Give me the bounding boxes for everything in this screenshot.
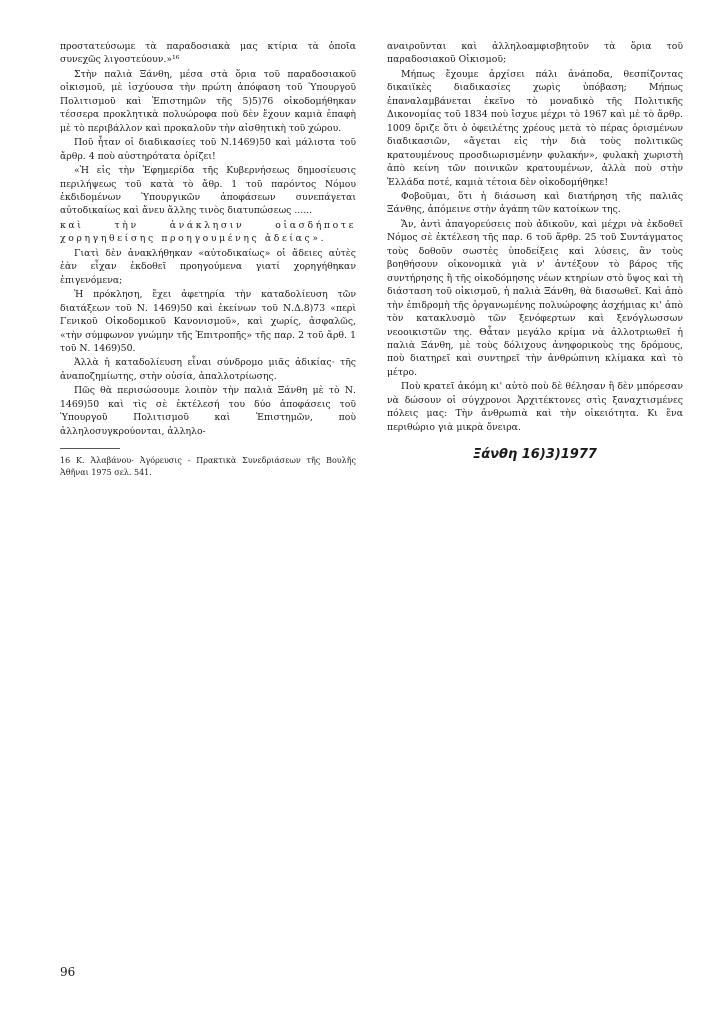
left-column [60, 40, 356, 479]
paragraph: Μήπως ἔχουμε ἀρχίσει πάλι ἀνάποδα, θεσπίζοντας δικαιϊκὲς διαδικασίες χωρὶς ὑπόβαση; Μήπως ἐπαναλαμβάνεται ἐκεῖνο τὸ μοναδικὸ τῆς Πολιτικῆς Δικονομίας τοῦ 1834 ποὺ ἴσχυε μέχρι τὸ 1967 καὶ μὲ τὸ ἄρθρ. 1009 ὅριζε ὅτι ὁ ὀφειλέτης χρέους μετὰ τὸ πέρας ὁρισμένων διαδικασιῶν, «ἄγεται εἰς τὴν διὰ τοὺς πολιτικῶς κρατουμένους προσδιωρισμένην φυλακήν», φυλακὴ χωριστὴ ἀπὸ κείνη τῶν ποινικῶν κρατουμένων, ἀλλὰ ποὺ στὴν Ἑλλάδα ποτέ, καμιὰ τέτοια δὲν οἰκοδομήθηκε! [387, 68, 683, 188]
paragraph: Πῶς θὰ περισώσουμε λοιπὸν τὴν παλιὰ Ξάνθη μὲ τὸ Ν. 1469)50 καὶ τὶς σὲ ἐκτέλεσή του δύο ἀποφάσεις τοῦ Ὑπουργοῦ Πολιτισμοῦ καὶ Ἐπιστημῶν, ποὺ ἀλληλοσυγκρούονται, ἀλληλο- [60, 385, 356, 437]
page-number: 96 [60, 965, 76, 979]
paragraph: Στὴν παλιὰ Ξάνθη, μέσα στὰ ὅρια τοῦ παραδοσιακοῦ οἰκισμοῦ, μὲ ἰσχύουσα τὴν πρώτη ἀπόφαση τοῦ Ὑπουργοῦ Πολιτισμοῦ καὶ Ἐπιστημῶν τῆς 5)5)76 οἰκοδομήθηκαν τέσσερα προκλητικὰ πολυώροφα ποὺ δὲν ἔχουν καμιὰ ἐπαφὴ μὲ τὸ περιβάλλον καὶ προκαλοῦν τὴν αἰσθητικὴ τοῦ χώρου. [60, 68, 356, 134]
paragraph: Ποῦ ἦταν οἱ διαδικασίες τοῦ Ν.1469)50 καὶ μάλιστα τοῦ ἄρθρ. 4 ποὺ αὐστηρότατα ὁρίζει! [60, 137, 356, 162]
paragraph: Ἡ πρόκληση, ἔχει ἀφετηρία τὴν καταδολίευση τῶν διατάξεων τοῦ Ν. 1469)50 καὶ ἐκείνων τοῦ Ν.Δ.8)73 «περὶ Γενικοῦ Οἰκοδομικοῦ Κανονισμοῦ», καὶ χωρίς, ἀσφαλῶς, «τὴν σύμφωνον γνώμην τῆς Ἐπιτροπῆς» τῆς παρ. 2 τοῦ ἄρθ. 1 τοῦ Ν. 1469)50. [60, 289, 356, 354]
right-column [387, 40, 683, 462]
paragraph: Ἄν, ἀντὶ ἀπαγορεύσεις ποὺ ἀδικοῦν, καὶ μέχρι νὰ ἐκδοθεῖ Νόμος σὲ ἐκτέλεση τῆς παρ. 6 τοῦ ἄρθρ. 25 τοῦ Συντάγματος τοὺς δοθοῦν σωστὲς ὑποδείξεις καὶ λύσεις, ἂν τοὺς βοηθήσουν οἰκονομικὰ γιὰ ν' ἀντέξουν τὸ βάρος τῆς συντήρησης ἢ τῆς οἰκοδόμησης νέων κτηρίων στὸ ὕψος καὶ τὴ διάσταση τοῦ οἰκισμοῦ, ἡ παλιὰ Ξάνθη, θὰ διασωθεῖ. Καὶ ἀπὸ τὴν ἐπιδρομὴ τῆς ὀργανωμένης πολυώροφης ἀσχήμιας κι' ἀπὸ τὸν κατακλυσμὸ τῶν ξενόφερτων καὶ ξενόγλωσσων νεοοικιστῶν της. Θἆταν μεγάλο κρίμα νὰ ἀλλοτριωθεῖ ἡ παλιὰ Ξάνθη, μὲ τοὺς δόλιχους ἀνηφορικοὺς της δρόμους, ποὺ διατηρεῖ καὶ συντηρεῖ τὴν ἀνθρώπινη κλίμακα καὶ τὸ μέτρο. [387, 218, 683, 378]
spaced-quote: καὶ τὴν ἀνάκλησιν οἱασδήποτε χορηγηθείσης προηγουμένης ἀδείας». [60, 219, 356, 245]
footnote: 16 Κ. Ἀλαβάνου- Ἀγόρευσις - Πρακτικὰ Συνεδριάσεων τῆς Βουλῆς Ἀθῆναι 1975 σελ. 541. [60, 456, 356, 478]
paragraph: Ποὺ κρατεῖ ἀκόμη κι' αὐτὸ ποὺ δὲ θέλησαν ἢ δὲν μπόρεσαν νὰ δώσουν οἱ σύγχρονοι Ἀρχιτέκτονες στὶς ξαναχτισμένες πόλεις μας: Τὴν ἀνθρωπιὰ καὶ τὴν οἰκειότητα. Κι ἕνα περιθώριο γιὰ μικρὰ ὄνειρα. [387, 381, 683, 433]
footnote-divider [60, 448, 120, 449]
paragraph: αναιροῦνται καὶ ἀλληλοαμφισβητοῦν τὰ ὅρια τοῦ παραδοσιακοῦ Οἰκισμοῦ; [387, 41, 683, 66]
paragraph: Γιατὶ δὲν ἀνακλήθηκαν «αὐτοδικαίως» οἱ ἄδειες αὐτὲς ἐὰν εἶχαν ἐκδοθεῖ προηγούμενα γιατί χορηγήθηκαν ἐπιγενόμενα; [60, 247, 356, 286]
paragraph: Φοβοῦμαι, ὅτι ἡ διάσωση καὶ διατήρηση τῆς παλιᾶς Ξάνθης, ἀπόμεινε στὴν ἀγάπη τῶν κατοίκων της. [387, 190, 683, 216]
paragraph: Ἀλλὰ ἡ καταδολίευση εἶναι σύνδρομο μιᾶς ἀδικίας· τῆς ἀναποζημίωτης, στὴν οὐσία, ἀπαλλοτρίωσης. [60, 357, 356, 382]
quote-paragraph: «Ἡ εἰς τὴν Ἐφημερίδα τῆς Κυβερνήσεως δημοσίευσις περιλήψεως τοῦ κατὰ τὸ ἄθρ. 1 τοῦ παρόντος Νόμου ἐκδιδομένων Ὑπουργικῶν ἀποφάσεων συνεπάγεται αὐτοδικαίως καὶ ἄνευ ἄλλης τινὸς διατυπώσεως ...... [60, 165, 356, 217]
paragraph: προστατεύσωμε τὰ παραδοσιακὰ μας κτίρια τὰ ὁποῖα συνεχῶς λιγοστεύουν.»¹⁶ [60, 41, 356, 66]
place-date-signature: Ξάνθη 16)3)1977 [473, 447, 597, 463]
